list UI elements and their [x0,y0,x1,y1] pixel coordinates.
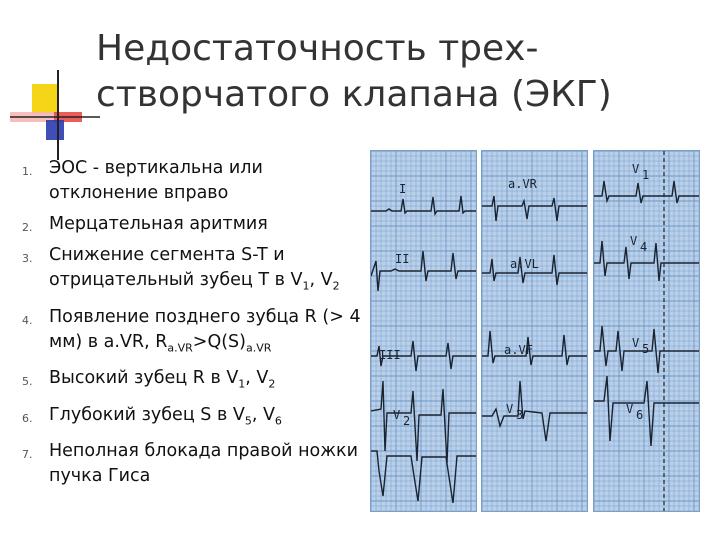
item-text: Высокий зубец R в V [49,368,239,388]
ecg-strip-augmented-leads [481,150,588,512]
list-item [22,243,372,299]
item-subscript: 1 [302,279,310,293]
slide-logo [0,70,100,160]
item-number: 7. [22,448,33,461]
ecg-lead-label: V [632,336,640,350]
list-item [22,305,372,361]
ecg-lead-subscript: 5 [642,342,650,356]
ecg-lead-label: V [506,402,514,416]
ecg-image [594,151,699,511]
ecg-lead-label: V [630,234,638,248]
item-number: 5. [22,375,33,388]
item-number: 4. [22,313,33,327]
item-text: Глубокий зубец S в V [49,404,245,425]
item-number: 2. [22,221,33,234]
ecg-lead-label: V [393,408,401,422]
item-subscript: a.VR [245,341,272,354]
criteria-list [22,156,372,495]
item-text: , V [309,270,333,290]
item-subscript: a.VR [167,341,193,354]
item-text: Появление позднего зубца R (> 4 мм) в a.VR, R [49,306,361,352]
item-text: >Q(S) [192,331,246,352]
ecg-lead-subscript: 3 [516,408,524,422]
list-item [22,439,372,489]
item-text: ЭОС - вертикальна или отклонение вправо [49,158,263,203]
ecg-image [482,151,587,511]
ecg-lead-label: a.VF [504,343,533,357]
ecg-lead-label: III [379,348,401,362]
list-item [22,366,372,397]
ecg-image [371,151,476,511]
ecg-lead-label: I [399,182,407,196]
title-line-2: створчатого клапана (ЭКГ) [96,74,612,115]
ecg-lead-label: V [626,402,634,416]
ecg-lead-label: a.VL [510,257,539,271]
item-number: 1. [22,165,33,178]
ecg-lead-subscript: 1 [642,168,650,182]
ecg-strip-chest-leads [593,150,700,512]
ecg-lead-subscript: 6 [636,408,644,422]
list-item [22,156,372,206]
list-item [22,403,372,434]
item-text: Неполная блокада правой ножки пучка Гиса [49,441,358,486]
item-text: , V [245,368,269,388]
item-number: 3. [22,252,33,265]
title-line-1: Недостаточность трех- [96,28,539,69]
item-text: , V [251,404,275,425]
list-item [22,212,372,237]
slide-title [96,26,716,118]
item-number: 6. [22,411,33,425]
ecg-lead-subscript: 2 [403,414,411,428]
ecg-lead-label: V [632,162,640,176]
item-subscript: 2 [332,279,340,293]
item-text: Мерцательная аритмия [49,214,268,234]
ecg-lead-label: a.VR [508,177,537,191]
ecg-lead-subscript: 4 [640,240,648,254]
item-subscript: 2 [268,377,276,391]
ecg-lead-label: II [395,252,410,266]
item-subscript: 5 [244,414,252,427]
ecg-strip-limb-leads [370,150,477,512]
item-subscript: 6 [274,414,282,427]
item-text: Снижение сегмента S-T и отрицательный зубец Т в V [49,245,303,290]
item-subscript: 1 [238,377,246,391]
